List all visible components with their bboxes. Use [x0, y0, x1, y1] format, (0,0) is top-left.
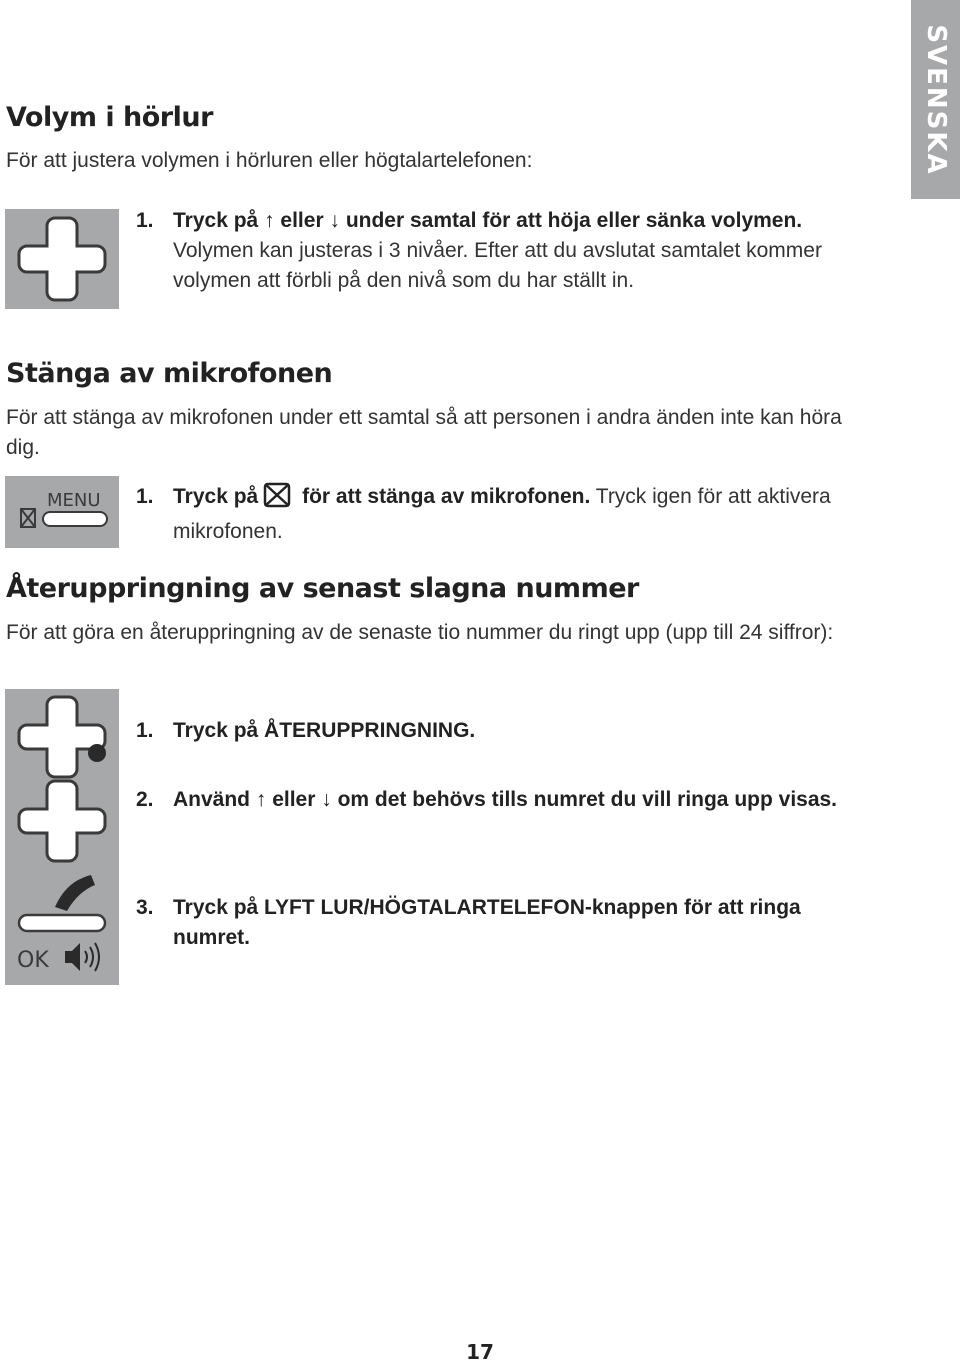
step-text: Tryck igen för att aktivera mikrofonen. — [173, 485, 831, 543]
step-number: 1. — [136, 719, 154, 742]
section-intro-mute: För att stänga av mikrofonen under ett samtal så att personen i andra änden inte kan höra dig. — [6, 406, 842, 459]
up-arrow-icon: ↑ — [255, 788, 267, 811]
up-arrow-icon: ↑ — [264, 209, 275, 232]
step-bold-text: Tryck på — [173, 209, 259, 232]
section-heading-mute: Stänga av mikrofonen — [6, 358, 333, 389]
redial-step-3 — [136, 893, 866, 953]
step-bold-text: för att stänga av mikrofonen. — [302, 485, 591, 508]
plus-navigation-icon — [19, 781, 105, 861]
page-number: 17 — [466, 1340, 494, 1364]
redial-keys-icons — [5, 689, 119, 985]
step-number: 1. — [136, 485, 154, 508]
step-bold-text: eller — [272, 788, 316, 811]
step-bold-text: Använd — [173, 788, 251, 811]
section-heading-volume: Volym i hörlur — [6, 102, 213, 133]
redial-keys-icon-panel — [5, 689, 119, 985]
mute-icon — [262, 482, 292, 517]
step-bold-text: Tryck på ÅTERUPPRINGNING. — [173, 719, 476, 742]
ok-label: OK — [17, 948, 49, 973]
step-bold-text: under samtal för att höja eller sänka volymen. — [345, 209, 803, 232]
redial-step-1 — [136, 716, 866, 746]
section-intro-volume: För att justera volymen i hörluren eller högtalartelefonen: — [6, 149, 533, 172]
step-number: 1. — [136, 209, 154, 232]
step-number: 2. — [136, 788, 154, 811]
offhook-speakerphone-icon — [17, 875, 105, 973]
language-tab — [911, 0, 960, 199]
language-tab-label: SVENSKA — [920, 24, 951, 176]
menu-key-icon-panel — [5, 476, 119, 548]
step-text: Volymen kan justeras i 3 nivåer. Efter att du avslutat samtalet kommer volymen att förbli på den nivå som du har ställt in. — [173, 239, 822, 292]
navigation-key-icon-panel — [5, 209, 119, 309]
down-arrow-icon: ↓ — [329, 209, 340, 232]
step-bold-text: eller — [280, 209, 324, 232]
step-bold-text: Tryck på LYFT LUR/HÖGTALARTELEFON-knappen för att ringa numret. — [173, 896, 801, 949]
section-heading-redial: Återuppringning av senast slagna nummer — [6, 573, 639, 604]
redial-step-2 — [136, 785, 866, 815]
redial-icon — [19, 697, 106, 777]
step-bold-text: Tryck på — [173, 485, 259, 508]
step-bold-text: om det behövs tills numret du vill ringa upp visas. — [337, 788, 838, 811]
mute-microphone-icon — [5, 476, 119, 548]
step-number: 3. — [136, 896, 154, 919]
volume-step-1 — [136, 206, 866, 296]
section-intro-redial: För att göra en återuppringning av de senaste tio nummer du ringt upp (upp till 24 siffror): — [6, 621, 834, 644]
plus-navigation-icon — [5, 209, 119, 309]
mute-step-1 — [136, 482, 866, 547]
down-arrow-icon: ↓ — [321, 788, 332, 811]
menu-label: MENU — [47, 490, 101, 511]
